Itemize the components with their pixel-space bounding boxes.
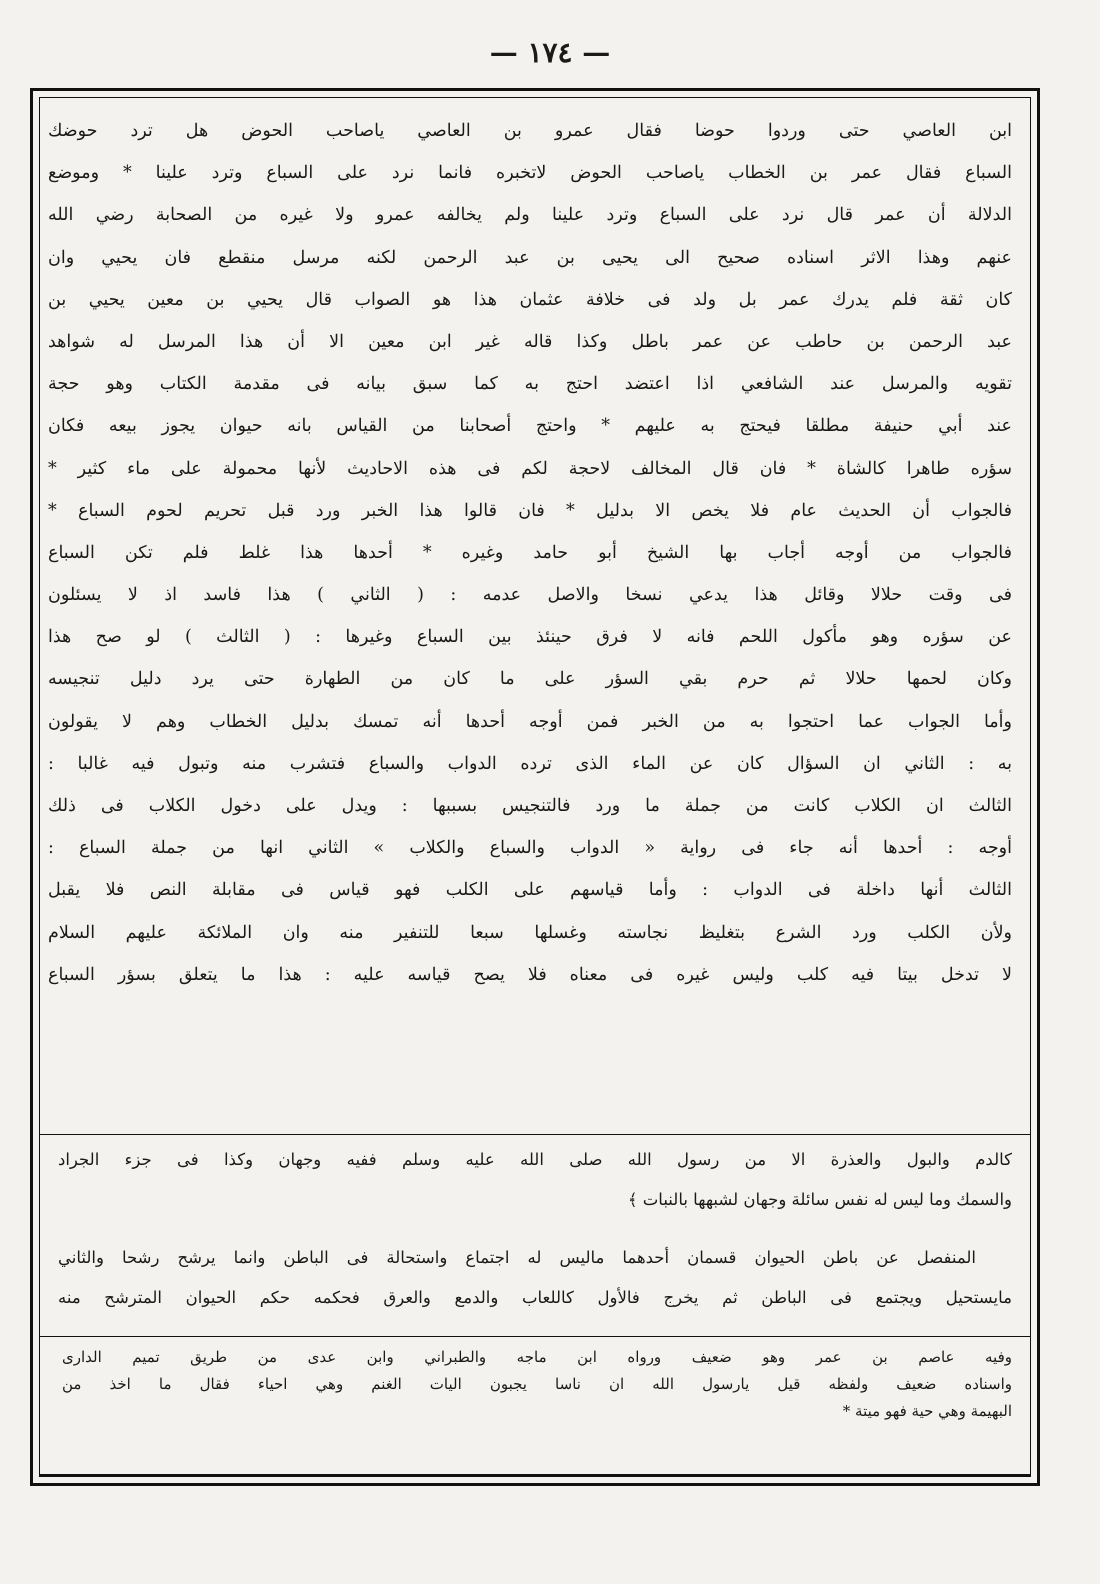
footnote-divider [40,1336,1030,1337]
main-text-line: وأما الجواب عما احتجوا به من الخبر فمن أوجه أحدها أنه تمسك بدليل الخطاب وهم لا يقولون [48,711,1012,732]
main-text-line: عند أبي حنيفة مطلقا فيحتج به عليهم * واحتج أصحابنا من القياس بانه حيوان يجوز بيعه فكان [48,416,1012,437]
main-text-line: فالجواب أن الحديث عام فلا يخص الا بدليل * فان قالوا هذا الخبر ورد قبل تحريم لحوم السباع * [48,500,1012,521]
page-frame-inner [39,97,1031,1477]
bottom-divider [40,1474,1030,1476]
footnote-line: وفيه عاصم بن عمر وهو ضعيف ورواه ابن ماجه والطبراني وابن عدى من طريق تميم الدارى [62,1348,1012,1366]
commentary-line: المنفصل عن باطن الحيوان قسمان أحدهما ماليس له اجتماع واستحالة فى الباطن وانما يرشح رشحا والثاني [58,1248,976,1267]
commentary-line: كالدم والبول والعذرة الا من رسول الله صلى الله عليه وسلم ففيه وجهان وكذا فى جزء الجراد [58,1150,1012,1169]
main-text-line: الدلالة أن عمر قال نرد على السباع وترد علينا ولم يخالفه عمرو ولا غيره من الصحابة رضي الله [48,205,1012,226]
main-text-line: لا تدخل بيتا فيه كلب وليس غيره فى معناه فلا يصح قياسه عليه : هذا ما يتعلق بسؤر السباع [48,964,1012,985]
main-text-line: ابن العاصي حتى وردوا حوضا فقال عمرو بن العاصي ياصاحب الحوض هل ترد حوضك [48,121,1012,141]
footnote-line: البهيمة وهي حية فهو ميتة * [842,1402,1012,1420]
main-text-line: عبد الرحمن بن حاطب عن عمر باطل وكذا قاله غير ابن معين الا أن هذا المرسل له شواهد [48,331,1012,352]
footnote-block [62,1344,1012,1454]
main-text-line: أوجه : أحدها أنه جاء فى رواية « الدواب والسباع والكلاب » الثاني انها من جملة السباع : [48,838,1012,859]
main-text-line: عنهم وهذا الاثر اسناده صحيح الى يحيى بن عبد الرحمن لكنه مرسل منقطع فان يحيي وان [48,247,1012,268]
main-text-line: به : الثاني ان السؤال كان عن الماء الذى ترده الدواب والسباع فتشرب منه وتبول فيه غالبا : [48,753,1012,774]
main-text-line: فى وقت حلالا وقائل هذا يدعي نسخا والاصل عدمه : ( الثاني ) هذا فاسد اذ لا يسئلون [48,585,1012,606]
commentary-block-upper [58,1140,1012,1226]
commentary-block-lower [58,1238,1012,1328]
main-text-line: عن سؤره وهو مأكول اللحم فانه لا فرق حينئذ بين السباع وغيرها : ( الثالث ) لو صح هذا [48,627,1012,648]
page-number: — ١٧٤ — [489,36,611,69]
main-text-line: الثالث أنها داخلة فى الدواب : وأما قياسهم على الكلب فهو قياس فى مقابلة النص فلا يقبل [48,880,1012,901]
footnote-line: واسناده ضعيف ولفظه قيل يارسول الله ان ناسا يجبون اليات الغنم وهي احياء فقال ما اخذ من [62,1375,1012,1393]
page-frame [30,88,1040,1486]
commentary-line: مايستحيل ويجتمع فى الباطن ثم يخرج فالأول كاللعاب والدمع والعرق فحكمه حكم الحيوان المترشح منه [58,1288,1012,1307]
main-text-line: سؤره طاهرا كالشاة * فان قال المخالف لاحجة لكم فى هذه الاحاديث لأنها محمولة على ماء كثير * [48,458,1012,479]
section-divider [40,1134,1030,1135]
main-text-line: كان ثقة فلم يدرك عمر بل ولد فى خلافة عثمان هذا هو الصواب قال يحيي بن معين يحيي بن [48,289,1012,310]
main-text-line: الثالث ان الكلاب كانت من جملة ما ورد فالتنجيس بسببها : ويدل على دخول الكلاب فى ذلك [48,796,1012,816]
main-text-block [48,110,1012,1122]
main-text-line: السباع فقال عمر بن الخطاب ياصاحب الحوض لاتخبره فانما نرد على السباع وترد علينا * وموضع [48,163,1012,184]
main-text-line: وكان لحمها حلالا ثم حرم بقي السؤر على ما كان من الطهارة حتى يرد دليل تنجيسه [48,669,1012,690]
commentary-line: والسمك وما ليس له نفس سائلة وجهان لشبهها بالنبات ﴾ [627,1190,1012,1209]
main-text-line: ولأن الكلب ورد الشرع بتغليظ نجاسته وغسلها سبعا للتنفير منه وان الملائكة عليهم السلام [48,922,1012,943]
main-text-line: فالجواب من أوجه أجاب بها الشيخ أبو حامد وغيره * أحدها هذا غلط فلم تكن السباع [48,542,1012,563]
main-text-line: تقويه والمرسل عند الشافعي اذا اعتضد احتج به كما سبق بيانه فى مقدمة الكتاب وهو حجة [48,374,1012,395]
